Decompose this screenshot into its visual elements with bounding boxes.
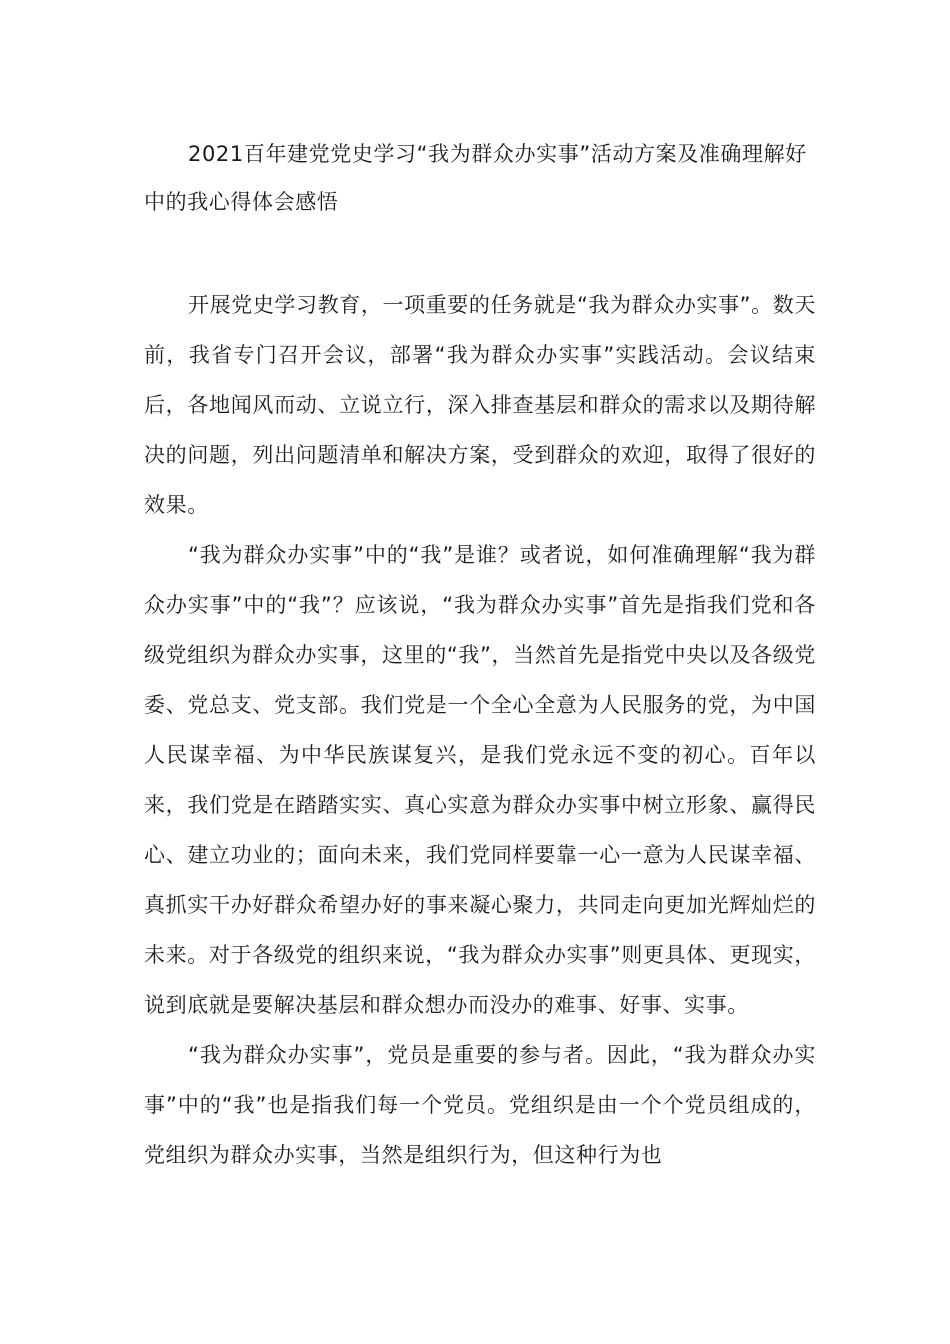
paragraph-2: “我为群众办实事”中的“我”是谁？或者说，如何准确理解“我为群众办实事”中的“我”？应该说，“我为群众办实事”首先是指我们党和各级党组织为群众办实事，这里的“我”，当然首先是指党中央以及各级党委、党总支、党支部。我们党是一个全心全意为人民服务的党，为中国人民谋幸福、为中华民族谋复兴，是我们党永远不变的初心。百年以来，我们党是在踏踏实实、真心实意为群众办实事中树立形象、赢得民心、建立功业的；面向未来，我们党同样要靠一心一意为人民谋幸福、真抓实干办好群众希望办好的事来凝心聚力，共同走向更加光辉灿烂的未来。对于各级党的组织来说，“我为群众办实事”则更具体、更现实，说到底就是要解决基层和群众想办而没办的难事、好事、实事。 [144, 543, 816, 1017]
paragraph-3: “我为群众办实事”，党员是重要的参与者。因此，“我为群众办实事”中的“我”也是指我们每一个党员。党组织是由一个个党员组成的，党组织为群众办实事，当然是组织行为，但这种行为也 [144, 1043, 816, 1167]
document-title: 2021百年建党党史学习“我为群众办实事”活动方案及准确理解好中的我心得体会感悟 [144, 142, 807, 214]
paragraph-1: 开展党史学习教育，一项重要的任务就是“我为群众办实事”。数天前，我省专门召开会议，部署“我为群众办实事”实践活动。会议结束后，各地闻风而动、立说立行，深入排查基层和群众的需求以及期待解决的问题，列出问题清单和解决方案，受到群众的欢迎，取得了很好的效果。 [144, 293, 816, 517]
document-body [144, 280, 816, 1180]
